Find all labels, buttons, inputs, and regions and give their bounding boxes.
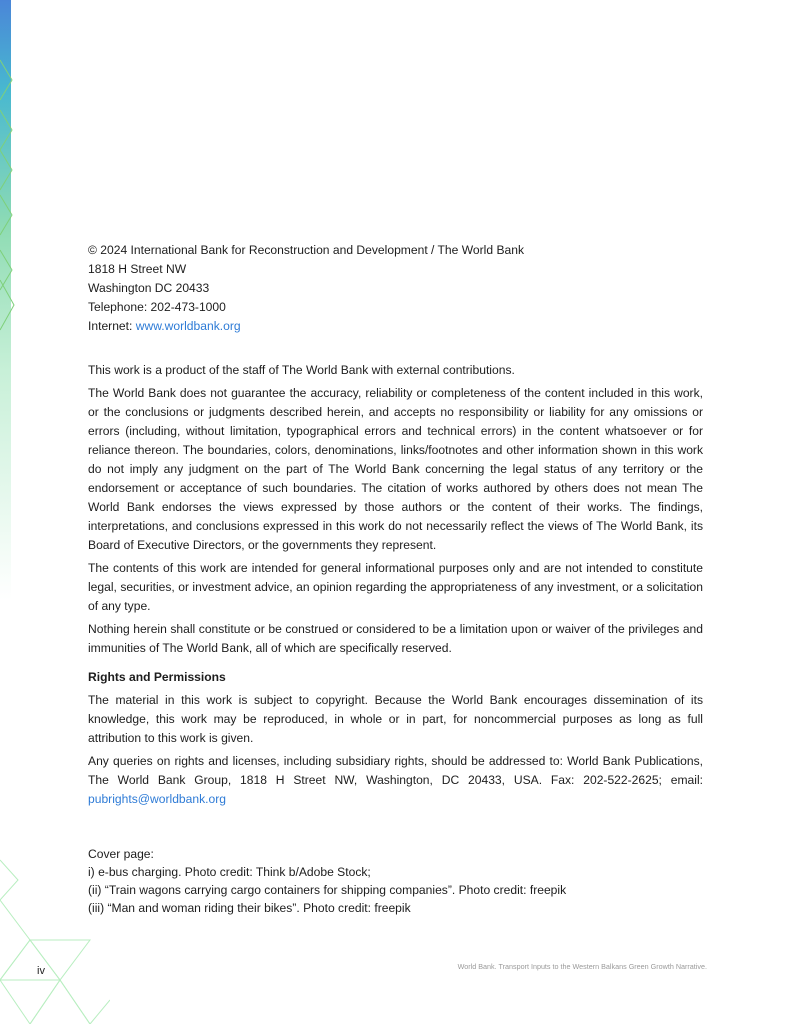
decorative-side-band bbox=[0, 0, 11, 600]
disclaimer-paragraph-4: Nothing herein shall constitute or be construed or considered to be a limitation upon or waiver of the privileges and immunities of The World Bank, all of which are specifically reserved. bbox=[88, 622, 703, 655]
street-address: 1818 H Street NW bbox=[88, 262, 187, 276]
worldbank-website-link[interactable]: www.worldbank.org bbox=[135, 319, 241, 333]
cover-credit-2: (ii) “Train wagons carrying cargo containers for shipping companies”. Photo credit: freepik bbox=[88, 883, 567, 897]
city-address: Washington DC 20433 bbox=[88, 281, 210, 295]
pubrights-email-link[interactable]: pubrights@worldbank.org bbox=[88, 792, 226, 806]
page-number: iv bbox=[37, 965, 45, 977]
rights-paragraph-1: The material in this work is subject to copyright. Because the World Bank encourages dissemination of its knowledge, this work may be reproduced, in whole or in part, for noncommercial purposes as long as full attribution to this work is given. bbox=[88, 693, 703, 745]
internet-label: Internet: bbox=[88, 319, 136, 333]
cover-credit-3: (iii) “Man and woman riding their bikes”. Photo credit: freepik bbox=[88, 901, 411, 915]
cover-credits bbox=[88, 845, 703, 917]
rights-heading: Rights and Permissions bbox=[88, 670, 226, 684]
running-footer: World Bank. Transport Inputs to the Western Balkans Green Growth Narrative. bbox=[457, 962, 707, 971]
disclaimer-paragraph-2: The World Bank does not guarantee the accuracy, reliability or completeness of the content included in this work, or the conclusions or judgments described herein, and accepts no responsibility or liability for any omissions or errors (including, without limitation, typographical errors and technical errors) in the content whatsoever or for reliance thereon. The boundaries, colors, denominations, links/footnotes and other information shown in this work do not imply any judgment on the part of The World Bank concerning the legal status of any territory or the endorsement or acceptance of such boundaries. The citation of works authored by others does not mean The World Bank endorses the views expressed by those authors or the content of their works. The findings, interpretations, and conclusions expressed in this work do not necessarily reflect the views of The World Bank, its Board of Executive Directors, or the governments they represent. bbox=[88, 386, 703, 552]
copyright-line: © 2024 International Bank for Reconstruction and Development / The World Bank bbox=[88, 243, 525, 257]
disclaimer-paragraph-3: The contents of this work are intended for general informational purposes only and are not intended to constitute legal, securities, or investment advice, an opinion regarding the appropriateness of any investment, or a solicitation of any type. bbox=[88, 561, 703, 613]
rights-contact-text: Any queries on rights and licenses, including subsidiary rights, should be addressed to: World Bank Publications, The World Bank Group, 1818 H Street NW, Washington, DC 20433, USA. Fax: 202-522-2625; email: bbox=[88, 754, 703, 787]
rights-paragraph-2 bbox=[88, 752, 703, 809]
copyright-page-content bbox=[88, 241, 703, 917]
cover-credit-1: i) e-bus charging. Photo credit: Think b/Adobe Stock; bbox=[88, 865, 371, 879]
cover-label: Cover page: bbox=[88, 847, 154, 861]
internet-line bbox=[88, 317, 703, 336]
telephone-line: Telephone: 202-473-1000 bbox=[88, 300, 226, 314]
disclaimer-paragraph-1: This work is a product of the staff of The World Bank with external contributions. bbox=[88, 363, 515, 377]
publisher-block bbox=[88, 241, 703, 336]
